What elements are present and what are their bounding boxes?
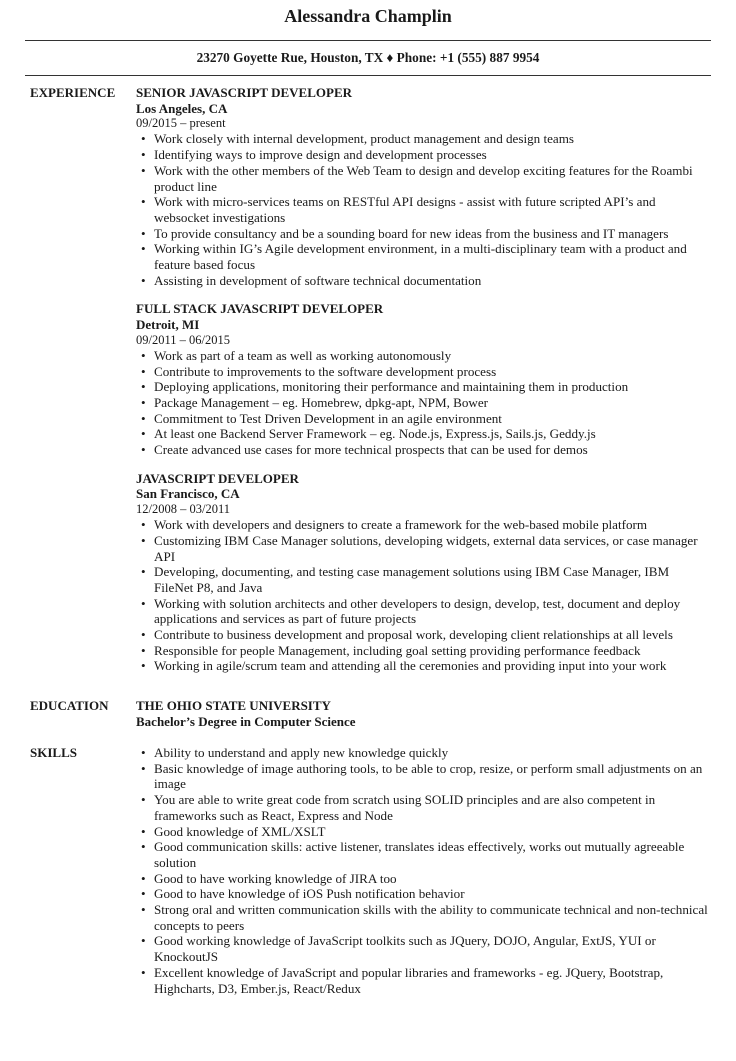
- job-bullet: • To provide consultancy and be a sounding board for new ideas from the business and IT managers: [136, 226, 710, 242]
- job-bullet: • Work as part of a team as well as working autonomously: [136, 348, 710, 364]
- job-bullet: • Package Management – eg. Homebrew, dpkg-apt, NPM, Bower: [136, 395, 710, 411]
- job-title: FULL STACK JAVASCRIPT DEVELOPER: [136, 301, 384, 317]
- job-bullets: [136, 517, 710, 674]
- degree: Bachelor’s Degree in Computer Science: [136, 713, 356, 729]
- skill-item: • Good to have knowledge of iOS Push notification behavior: [136, 886, 710, 902]
- job-dates: 12/2008 – 03/2011: [136, 501, 230, 516]
- skill-item: • Excellent knowledge of JavaScript and popular libraries and frameworks - eg. JQuery, Bootstrap, Highcharts, D3, Ember.js, React/Redux: [136, 965, 710, 996]
- job-bullet: • Work closely with internal development, product management and design teams: [136, 131, 710, 147]
- job-location: San Francisco, CA: [136, 486, 240, 502]
- job-bullet: • Work with developers and designers to create a framework for the web-based mobile platform: [136, 517, 710, 533]
- skill-item: • Good communication skills: active listener, translates ideas effectively, works out mutually agreeable solution: [136, 839, 710, 870]
- job-bullet: • Work with micro-services teams on RESTful API designs - assist with future scripted API’s and websocket investigations: [136, 194, 710, 225]
- job-bullets: [136, 348, 710, 458]
- contact-divider: [25, 75, 711, 76]
- job-bullet: • Deploying applications, monitoring their performance and maintaining them in production: [136, 379, 710, 395]
- job-bullet: • Contribute to improvements to the software development process: [136, 364, 710, 380]
- skill-item: • Basic knowledge of image authoring tools, to be able to crop, resize, or perform small adjustments on an image: [136, 761, 710, 792]
- education-section: [30, 698, 710, 729]
- skills-list: [136, 745, 710, 996]
- job-entry: [136, 85, 710, 288]
- job-entry: [136, 471, 710, 674]
- job-bullet: • Create advanced use cases for more technical prospects that can be used for demos: [136, 442, 710, 458]
- education-label: EDUCATION: [30, 698, 109, 713]
- job-bullet: • Working with solution architects and other developers to design, develop, test, document and deploy applications and services as part of future projects: [136, 596, 710, 627]
- skills-section: [30, 745, 710, 996]
- header-divider: [25, 40, 711, 41]
- school-name: THE OHIO STATE UNIVERSITY: [136, 698, 331, 713]
- skill-item: • Strong oral and written communication skills with the ability to communicate technical and non-technical concepts to peers: [136, 902, 710, 933]
- job-bullet: • Work with the other members of the Web Team to design and develop exciting features for the Roambi product line: [136, 163, 710, 194]
- job-entry: [136, 301, 710, 457]
- job-bullet: • Developing, documenting, and testing case management solutions using IBM Case Manager, IBM FileNet P8, and Java: [136, 564, 710, 595]
- skill-item: • You are able to write great code from scratch using SOLID principles and are also competent in frameworks such as React, Express and Node: [136, 792, 710, 823]
- skill-item: • Good working knowledge of JavaScript toolkits such as JQuery, DOJO, Angular, ExtJS, YUI or KnockoutJS: [136, 933, 710, 964]
- skill-item: • Ability to understand and apply new knowledge quickly: [136, 745, 710, 761]
- job-bullet: • Assisting in development of software technical documentation: [136, 273, 710, 289]
- job-title: JAVASCRIPT DEVELOPER: [136, 470, 299, 486]
- job-bullet: • At least one Backend Server Framework – eg. Node.js, Express.js, Sails.js, Geddy.js: [136, 426, 710, 442]
- experience-section: [30, 85, 710, 687]
- job-bullet: • Customizing IBM Case Manager solutions, developing widgets, external data services, or case manager API: [136, 533, 710, 564]
- experience-label: EXPERIENCE: [30, 85, 116, 100]
- job-bullet: • Working in agile/scrum team and attending all the ceremonies and providing input into your work: [136, 658, 710, 674]
- job-bullet: • Commitment to Test Driven Development in an agile environment: [136, 411, 710, 427]
- job-location: Detroit, MI: [136, 317, 200, 333]
- skill-item: • Good to have working knowledge of JIRA too: [136, 871, 710, 887]
- job-bullets: [136, 131, 710, 288]
- skill-item: • Good knowledge of XML/XSLT: [136, 824, 710, 840]
- job-bullet: • Responsible for people Management, including goal setting providing performance feedback: [136, 643, 710, 659]
- contact-line: 23270 Goyette Rue, Houston, TX ♦ Phone: +1 (555) 887 9954: [196, 50, 540, 65]
- job-dates: 09/2015 – present: [136, 116, 226, 131]
- job-dates: 09/2011 – 06/2015: [136, 332, 230, 347]
- job-bullet: • Contribute to business development and proposal work, developing client relationships at all levels: [136, 627, 710, 643]
- skills-label: SKILLS: [30, 745, 77, 760]
- job-location: Los Angeles, CA: [136, 100, 228, 116]
- job-bullet: • Working within IG’s Agile development environment, in a multi-disciplinary team with a product and feature based focus: [136, 241, 710, 272]
- job-bullet: • Identifying ways to improve design and development processes: [136, 147, 710, 163]
- job-title: SENIOR JAVASCRIPT DEVELOPER: [136, 85, 353, 100]
- resume-name: Alessandra Champlin: [284, 6, 452, 26]
